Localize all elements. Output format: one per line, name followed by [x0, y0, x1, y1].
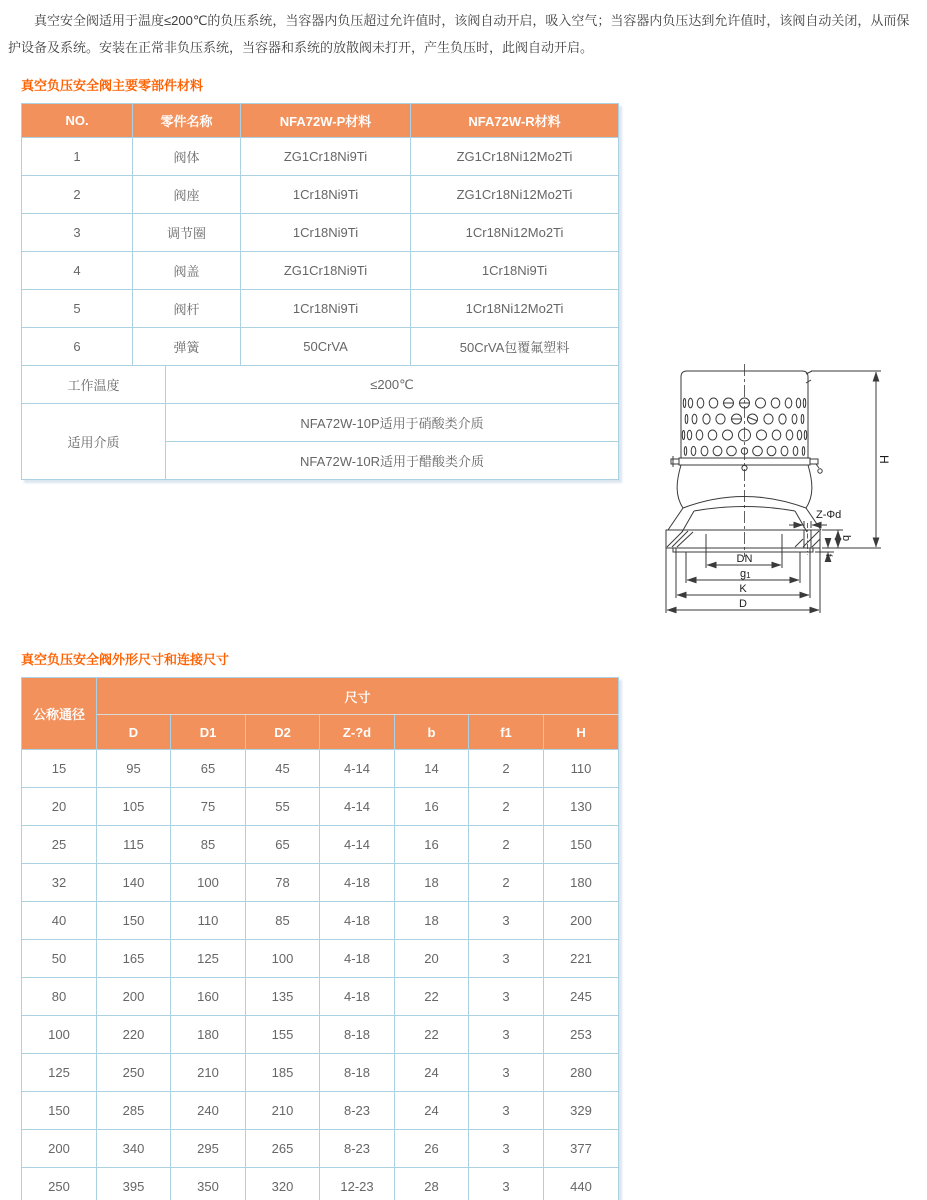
- table-row: [22, 864, 619, 902]
- table-cell: 180: [544, 864, 619, 902]
- table-cell: 130: [544, 788, 619, 826]
- table-cell: 1Cr18Ni9Ti: [241, 176, 411, 214]
- table-cell: ZG1Cr18Ni12Mo2Ti: [411, 176, 619, 214]
- table-cell: 18: [395, 864, 469, 902]
- table-cell: ≤200℃: [166, 366, 619, 404]
- column-group-header-dimensions: 尺寸: [97, 678, 619, 715]
- row-label-cell: 工作温度: [22, 366, 166, 404]
- table-cell: 8-18: [320, 1054, 395, 1092]
- table-row: [22, 1054, 619, 1092]
- table-cell: 3: [469, 978, 544, 1016]
- table-cell: 3: [22, 214, 133, 252]
- dim-label-d: D: [739, 598, 747, 610]
- table-cell: 253: [544, 1016, 619, 1054]
- table-cell: 4: [22, 252, 133, 290]
- section-title-materials: 真空负压安全阀主要零部件材料: [21, 78, 204, 93]
- table-cell: 16: [395, 788, 469, 826]
- table-row: [22, 366, 619, 404]
- table-cell: 1Cr18Ni12Mo2Ti: [411, 290, 619, 328]
- table-cell: 185: [246, 1054, 320, 1092]
- table-cell: 295: [171, 1130, 246, 1168]
- table-cell: 15: [22, 750, 97, 788]
- table-row: [22, 290, 619, 328]
- table-cell: 24: [395, 1054, 469, 1092]
- table-cell: 22: [395, 1016, 469, 1054]
- column-header: D: [97, 715, 171, 750]
- table-row: [22, 940, 619, 978]
- table-cell: 3: [469, 1130, 544, 1168]
- table-cell: 28: [395, 1168, 469, 1200]
- table-cell: 阀盖: [133, 252, 241, 290]
- table-row: [22, 252, 619, 290]
- table-row: [22, 902, 619, 940]
- row-label-cell: 适用介质: [22, 404, 166, 480]
- table-row: [22, 788, 619, 826]
- table-cell: 8-23: [320, 1092, 395, 1130]
- table-cell: 2: [469, 864, 544, 902]
- table-cell: 26: [395, 1130, 469, 1168]
- table-cell: 40: [22, 902, 97, 940]
- table-cell: 阀体: [133, 138, 241, 176]
- table-cell: 3: [469, 940, 544, 978]
- table-cell: 115: [97, 826, 171, 864]
- valve-body-outline: [666, 364, 881, 613]
- column-header-part-name: 零件名称: [133, 104, 241, 138]
- column-header: H: [544, 715, 619, 750]
- column-header: b: [395, 715, 469, 750]
- table-cell: 24: [395, 1092, 469, 1130]
- table-cell: 45: [246, 750, 320, 788]
- table-cell: 2: [469, 788, 544, 826]
- table-cell: 210: [246, 1092, 320, 1130]
- table-row: [22, 176, 619, 214]
- valve-technical-drawing: [650, 356, 927, 628]
- table-cell: 250: [97, 1054, 171, 1092]
- table-cell: 3: [469, 1168, 544, 1200]
- table-cell: 221: [544, 940, 619, 978]
- table-cell: 50: [22, 940, 97, 978]
- table-cell: 350: [171, 1168, 246, 1200]
- table-cell: 55: [246, 788, 320, 826]
- dim-label-h: H: [877, 455, 891, 464]
- table-cell: 20: [395, 940, 469, 978]
- table-cell: 200: [22, 1130, 97, 1168]
- dim-label-k: K: [739, 583, 747, 595]
- column-header-no: NO.: [22, 104, 133, 138]
- table-cell: 220: [97, 1016, 171, 1054]
- table-cell: 180: [171, 1016, 246, 1054]
- table-cell: 78: [246, 864, 320, 902]
- table-row: [22, 138, 619, 176]
- table-cell: 75: [171, 788, 246, 826]
- table-cell: 4-14: [320, 826, 395, 864]
- table-cell: 25: [22, 826, 97, 864]
- table-cell: 80: [22, 978, 97, 1016]
- table-cell: 50CrVA包覆氟塑料: [411, 328, 619, 366]
- table-cell: 150: [544, 826, 619, 864]
- table-row: [22, 1092, 619, 1130]
- table-cell: 150: [22, 1092, 97, 1130]
- table-cell: 395: [97, 1168, 171, 1200]
- table-cell: 329: [544, 1092, 619, 1130]
- table-cell: 4-18: [320, 978, 395, 1016]
- table-cell: 265: [246, 1130, 320, 1168]
- table-cell: 4-18: [320, 902, 395, 940]
- table-cell: NFA72W-10P适用于硝酸类介质: [166, 404, 619, 442]
- table-cell: 4-18: [320, 940, 395, 978]
- table-cell: 8-18: [320, 1016, 395, 1054]
- table-cell: 12-23: [320, 1168, 395, 1200]
- table-cell: 弹簧: [133, 328, 241, 366]
- dim-label-b: b: [840, 535, 852, 542]
- table-cell: 140: [97, 864, 171, 902]
- table-cell: 95: [97, 750, 171, 788]
- column-header: Z-?d: [320, 715, 395, 750]
- table-cell: 20: [22, 788, 97, 826]
- table-header-row: [22, 104, 619, 138]
- table-cell: 2: [469, 750, 544, 788]
- section-title-dimensions: 真空负压安全阀外形尺寸和连接尺寸: [21, 652, 230, 667]
- table-cell: 阀杆: [133, 290, 241, 328]
- table-cell: 32: [22, 864, 97, 902]
- table-cell: 320: [246, 1168, 320, 1200]
- table-cell: 14: [395, 750, 469, 788]
- table-cell: ZG1Cr18Ni9Ti: [241, 252, 411, 290]
- table-cell: 110: [171, 902, 246, 940]
- table-cell: 100: [22, 1016, 97, 1054]
- column-header: D1: [171, 715, 246, 750]
- table-cell: 2: [469, 826, 544, 864]
- table-cell: 210: [171, 1054, 246, 1092]
- table-cell: 调节圈: [133, 214, 241, 252]
- table-cell: ZG1Cr18Ni9Ti: [241, 138, 411, 176]
- table-cell: 1Cr18Ni9Ti: [241, 290, 411, 328]
- table-row: [22, 1168, 619, 1200]
- table-cell: 18: [395, 902, 469, 940]
- table-subheader-row: [22, 715, 619, 750]
- dim-label-dn: DN: [736, 553, 753, 565]
- table-cell: 100: [171, 864, 246, 902]
- table-cell: 1: [22, 138, 133, 176]
- dim-label-g1: g1: [740, 568, 751, 580]
- table-cell: 5: [22, 290, 133, 328]
- table-cell: 50CrVA: [241, 328, 411, 366]
- table-cell: 200: [97, 978, 171, 1016]
- table-cell: 340: [97, 1130, 171, 1168]
- table-cell: 155: [246, 1016, 320, 1054]
- table-cell: 125: [171, 940, 246, 978]
- table-cell: 4-14: [320, 788, 395, 826]
- table-row: [22, 328, 619, 366]
- table-cell: 245: [544, 978, 619, 1016]
- table-cell: 377: [544, 1130, 619, 1168]
- column-header: D2: [246, 715, 320, 750]
- table-cell: 4-14: [320, 750, 395, 788]
- dimensions-table: [21, 677, 619, 1200]
- table-row: [22, 978, 619, 1016]
- table-cell: 3: [469, 1092, 544, 1130]
- table-cell: 4-18: [320, 864, 395, 902]
- column-header: f1: [469, 715, 544, 750]
- table-cell: 22: [395, 978, 469, 1016]
- table-header-row: [22, 678, 619, 715]
- table-cell: 165: [97, 940, 171, 978]
- table-cell: 3: [469, 1054, 544, 1092]
- table-row: [22, 750, 619, 788]
- table-cell: 85: [171, 826, 246, 864]
- intro-paragraph: 真空安全阀适用于温度≤200℃的负压系统，当容器内负压超过允许值时，该阀自动开启，吸入空气；当容器内负压达到允许值时，该阀自动关闭，从而保护设备及系统。安装在正常非负压系统，当容器和系统的放散阀未打开，产生负压时，此阀自动开启。: [8, 13, 910, 55]
- table-cell: 2: [22, 176, 133, 214]
- table-cell: 200: [544, 902, 619, 940]
- table-cell: 160: [171, 978, 246, 1016]
- table-row: [22, 826, 619, 864]
- table-cell: 240: [171, 1092, 246, 1130]
- table-cell: 280: [544, 1054, 619, 1092]
- table-cell: 135: [246, 978, 320, 1016]
- table-cell: 85: [246, 902, 320, 940]
- materials-table: [21, 103, 619, 480]
- table-cell: 105: [97, 788, 171, 826]
- table-row: [22, 404, 619, 442]
- table-cell: 125: [22, 1054, 97, 1092]
- table-cell: 250: [22, 1168, 97, 1200]
- table-cell: 285: [97, 1092, 171, 1130]
- table-cell: 65: [171, 750, 246, 788]
- table-cell: 100: [246, 940, 320, 978]
- table-cell: NFA72W-10R适用于醋酸类介质: [166, 442, 619, 480]
- table-row: [22, 214, 619, 252]
- table-cell: 1Cr18Ni12Mo2Ti: [411, 214, 619, 252]
- table-row: [22, 1016, 619, 1054]
- column-header-r-material: NFA72W-R材料: [411, 104, 619, 138]
- table-cell: 1Cr18Ni9Ti: [411, 252, 619, 290]
- column-header-p-material: NFA72W-P材料: [241, 104, 411, 138]
- table-cell: 8-23: [320, 1130, 395, 1168]
- dim-label-f: f: [824, 554, 834, 557]
- dim-label-z-phi-d: Z-Φd: [816, 509, 842, 521]
- table-cell: 150: [97, 902, 171, 940]
- table-cell: 阀座: [133, 176, 241, 214]
- table-cell: ZG1Cr18Ni12Mo2Ti: [411, 138, 619, 176]
- table-cell: 16: [395, 826, 469, 864]
- table-cell: 3: [469, 902, 544, 940]
- table-cell: 65: [246, 826, 320, 864]
- table-cell: 6: [22, 328, 133, 366]
- table-cell: 440: [544, 1168, 619, 1200]
- table-cell: 3: [469, 1016, 544, 1054]
- table-row: [22, 1130, 619, 1168]
- table-cell: 1Cr18Ni9Ti: [241, 214, 411, 252]
- column-header-nominal-diameter: 公称通径: [22, 678, 97, 750]
- table-cell: 110: [544, 750, 619, 788]
